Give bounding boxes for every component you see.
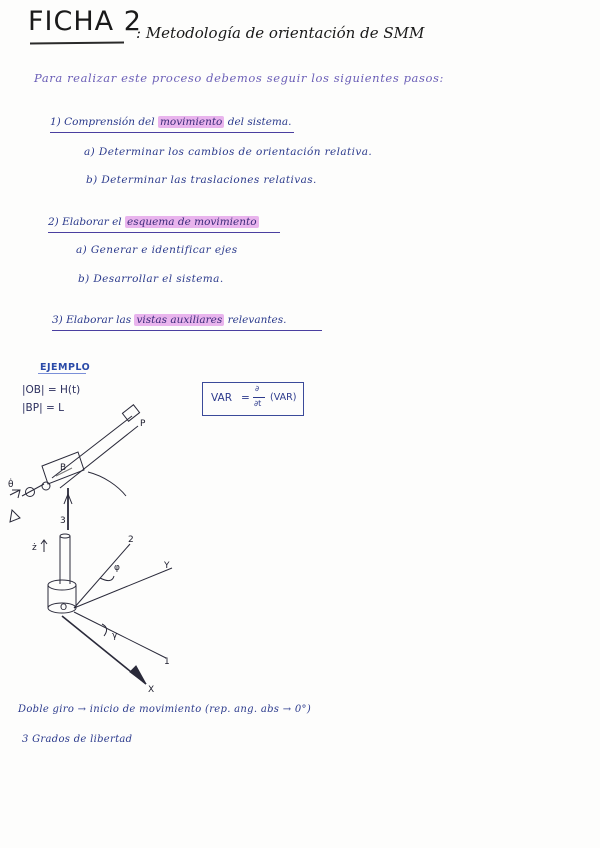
label-axis-y: Y xyxy=(164,561,170,571)
intro-text: Para realizar este proceso debemos seguir los siguientes pasos: xyxy=(34,71,444,85)
step-3-pre: Elaborar las xyxy=(66,314,132,326)
label-axis-3: 3 xyxy=(60,516,66,526)
label-b: B xyxy=(60,463,67,473)
head-shaft xyxy=(22,484,44,496)
axis-x-arrowhead xyxy=(130,666,146,684)
label-phi: φ xyxy=(114,563,120,573)
label-origin: O xyxy=(60,603,68,613)
step-2-pre: Elaborar el xyxy=(62,216,122,228)
title-underline xyxy=(30,42,124,45)
axis-1-line xyxy=(74,612,166,658)
example-heading-underline xyxy=(38,373,86,374)
step-3 xyxy=(52,314,287,326)
step-2-sub-a: a) Generar e identificar ejes xyxy=(76,244,238,256)
step-3-highlight: vistas auxiliares xyxy=(136,314,223,326)
step-1-sub-a: a) Determinar los cambios de orientación relativa. xyxy=(84,146,373,158)
formula-rhs: (VAR) xyxy=(270,392,297,403)
axis-y-line xyxy=(74,568,172,608)
step-3-post: relevantes. xyxy=(227,314,287,326)
step-2-sub-b: b) Desarrollar el sistema. xyxy=(78,273,224,285)
note-degrees-of-freedom: 3 Grados de libertad xyxy=(22,734,133,745)
shaft-disk-2 xyxy=(42,482,50,490)
mechanism-diagram xyxy=(0,380,600,700)
label-theta-dot: θ̇ xyxy=(8,480,14,490)
step-2-underline xyxy=(48,232,280,233)
equation-bp: |BP| = L xyxy=(22,402,64,414)
arm-tip-block xyxy=(122,405,139,421)
column-rod xyxy=(60,536,70,584)
angle-phi-arc xyxy=(100,576,114,581)
side-triangle xyxy=(10,510,20,522)
note-double-turn: Doble giro → inicio de movimiento (rep. ang. abs → 0°) xyxy=(18,704,312,715)
step-1-highlight: movimiento xyxy=(159,116,223,128)
step-1-sub-b: b) Determinar las traslaciones relativas. xyxy=(86,174,317,186)
page-title: FICHA 2 xyxy=(28,6,142,37)
z-dot-arrow xyxy=(41,540,47,552)
page-subtitle: : Metodología de orientación de SMM xyxy=(136,24,425,42)
theta-dot-arrow xyxy=(10,490,20,498)
label-p: P xyxy=(140,419,146,429)
arm-lower-edge xyxy=(60,426,138,488)
step-1 xyxy=(50,116,291,128)
formula-lhs: VAR xyxy=(211,392,232,404)
axis-2-line xyxy=(74,544,130,608)
equation-ob: |OB| = H(t) xyxy=(22,384,81,396)
step-1-underline xyxy=(50,132,294,133)
label-gamma: γ xyxy=(112,631,118,641)
step-2-number: 2) xyxy=(48,216,59,228)
step-1-pre: Comprensión del xyxy=(64,116,155,128)
formula-numerator: ∂ xyxy=(255,384,260,393)
label-z-dot: ż xyxy=(32,543,37,553)
step-2-highlight: esquema de movimiento xyxy=(127,216,257,228)
formula-equals: = xyxy=(241,392,250,404)
step-3-underline xyxy=(52,330,322,331)
label-axis-2: 2 xyxy=(128,535,134,545)
column-top xyxy=(60,534,70,538)
step-1-number: 1) xyxy=(50,116,61,128)
example-heading: EJEMPLO xyxy=(40,362,91,373)
step-3-number: 3) xyxy=(52,314,63,326)
head-curve xyxy=(88,472,126,496)
step-1-post: del sistema. xyxy=(227,116,292,128)
label-axis-x: X xyxy=(148,685,155,695)
label-axis-1: 1 xyxy=(164,657,170,667)
formula-denominator: ∂t xyxy=(254,399,262,408)
base-top xyxy=(48,580,76,590)
step-2 xyxy=(48,216,259,228)
